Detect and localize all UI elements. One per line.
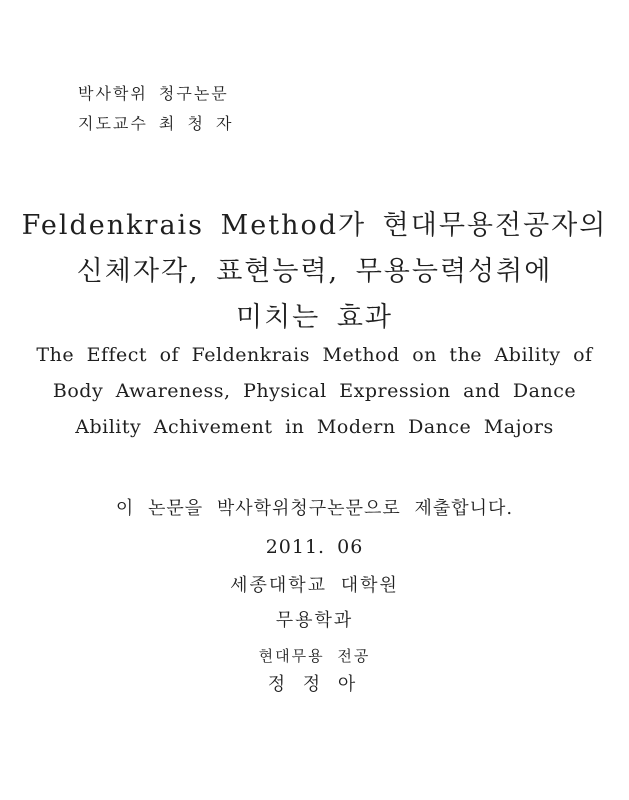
title-korean bbox=[0, 203, 629, 341]
major-name: 현대무용 전공 bbox=[258, 647, 371, 665]
submission-statement: 이 논문을 박사학위청구논문으로 제출합니다. bbox=[115, 498, 514, 519]
title-line-3: 미치는 효과 bbox=[236, 302, 393, 333]
advisor-label: 지도교수 최 청 자 bbox=[78, 114, 234, 133]
submission-date: 2011. 06 bbox=[265, 536, 364, 558]
department-name: 무용학과 bbox=[275, 610, 354, 631]
thesis-type-label: 박사학위 청구논문 bbox=[78, 84, 229, 103]
title-english bbox=[0, 337, 629, 445]
subtitle-line-2: Body Awareness, Physical Expression and Dance bbox=[52, 380, 577, 402]
subtitle-line-1: The Effect of Feldenkrais Method on the Ability of bbox=[36, 344, 593, 366]
header-block bbox=[78, 79, 233, 139]
author-name: 정 정 아 bbox=[267, 674, 362, 695]
title-line-1: Feldenkrais Method가 현대무용전공자의 bbox=[21, 210, 608, 241]
institution-name: 세종대학교 대학원 bbox=[230, 575, 399, 596]
subtitle-line-3: Ability Achivement in Modern Dance Majors bbox=[75, 416, 554, 438]
title-line-2: 신체자각, 표현능력, 무용능력성취에 bbox=[76, 256, 553, 287]
